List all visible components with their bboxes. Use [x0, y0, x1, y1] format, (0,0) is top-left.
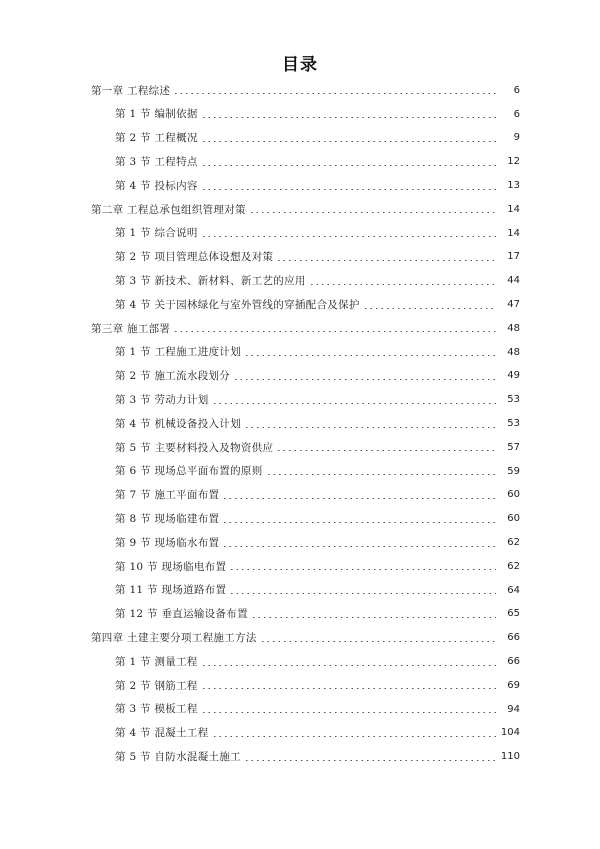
toc-entry-page-number: 9	[513, 132, 520, 144]
toc-section-entry[interactable]	[0, 436, 600, 460]
toc-section-entry[interactable]	[0, 246, 600, 270]
toc-section-entry[interactable]	[0, 507, 600, 531]
toc-entry-page-number: 110	[500, 751, 520, 763]
toc-entry-label: 第三章 施工部署	[91, 322, 171, 335]
toc-entry-label: 第 4 节 机械设备投入计划	[115, 417, 241, 430]
dot-leader	[244, 355, 496, 356]
toc-section-entry[interactable]	[0, 365, 600, 389]
dot-leader	[276, 450, 496, 451]
toc-entry-page-number: 94	[507, 703, 520, 715]
dot-leader	[260, 641, 496, 642]
toc-section-entry[interactable]	[0, 222, 600, 246]
toc-entry-page-number: 6	[513, 108, 520, 120]
toc-section-entry[interactable]	[0, 150, 600, 174]
toc-entry-page-number: 64	[507, 584, 520, 596]
toc-entry-label: 第 11 节 现场道路布置	[115, 584, 227, 597]
toc-entry-page-number: 104	[500, 727, 520, 739]
toc-entry-page-number: 66	[507, 656, 520, 668]
dot-leader	[229, 569, 496, 570]
toc-entry-page-number: 48	[507, 322, 520, 334]
toc-entry-label: 第 1 节 工程施工进度计划	[115, 346, 241, 359]
toc-chapter-entry[interactable]	[0, 198, 600, 222]
dot-leader	[222, 522, 496, 523]
toc-chapter-entry[interactable]	[0, 317, 600, 341]
dot-leader	[201, 688, 496, 689]
toc-section-entry[interactable]	[0, 388, 600, 412]
dot-leader	[173, 93, 496, 94]
toc-section-entry[interactable]	[0, 293, 600, 317]
dot-leader	[201, 117, 496, 118]
toc-section-entry[interactable]	[0, 460, 600, 484]
toc-entry-label: 第四章 土建主要分项工程施工方法	[91, 631, 257, 644]
toc-section-entry[interactable]	[0, 722, 600, 746]
toc-entry-page-number: 57	[507, 441, 520, 453]
dot-leader	[266, 474, 497, 475]
toc-section-entry[interactable]	[0, 341, 600, 365]
toc-section-entry[interactable]	[0, 127, 600, 151]
toc-entry-page-number: 48	[507, 346, 520, 358]
toc-section-entry[interactable]	[0, 531, 600, 555]
toc-chapter-entry[interactable]	[0, 626, 600, 650]
toc-entry-page-number: 65	[507, 608, 520, 620]
toc-section-entry[interactable]	[0, 579, 600, 603]
toc-section-entry[interactable]	[0, 698, 600, 722]
toc-title: 目录	[282, 55, 318, 75]
dot-leader	[244, 760, 496, 761]
toc-entry-page-number: 59	[507, 465, 520, 477]
toc-entry-label: 第 12 节 垂直运输设备布置	[115, 608, 248, 621]
toc-entry-page-number: 69	[507, 679, 520, 691]
toc-section-entry[interactable]	[0, 674, 600, 698]
dot-leader	[363, 308, 496, 309]
dot-leader	[201, 712, 496, 713]
toc-entry-label: 第 5 节 自防水混凝土施工	[115, 750, 241, 763]
toc-entry-page-number: 60	[507, 513, 520, 525]
toc-entry-label: 第 1 节 综合说明	[115, 227, 198, 240]
toc-entry-label: 第 6 节 现场总平面布置的原则	[115, 465, 263, 478]
toc-entry-label: 第 7 节 施工平面布置	[115, 489, 220, 502]
toc-entry-page-number: 44	[507, 275, 520, 287]
toc-entry-label: 第 9 节 现场临水布置	[115, 536, 220, 549]
dot-leader	[173, 331, 496, 332]
toc-entry-label: 第 2 节 施工流水段划分	[115, 370, 231, 383]
dot-leader	[222, 498, 496, 499]
dot-leader	[212, 736, 497, 737]
toc-entry-label: 第 2 节 钢筋工程	[115, 679, 198, 692]
toc-entry-label: 第 3 节 新技术、新材料、新工艺的应用	[115, 275, 306, 288]
toc-entry-page-number: 13	[507, 180, 520, 192]
toc-entry-page-number: 62	[507, 560, 520, 572]
toc-entry-page-number: 14	[507, 203, 520, 215]
toc-entry-page-number: 12	[507, 156, 520, 168]
toc-entry-label: 第 4 节 投标内容	[115, 179, 198, 192]
toc-entry-label: 第 3 节 模板工程	[115, 703, 198, 716]
toc-entry-page-number: 53	[507, 418, 520, 430]
toc-section-entry[interactable]	[0, 412, 600, 436]
toc-entry-label: 第二章 工程总承包组织管理对策	[91, 203, 246, 216]
toc-entry-label: 第 1 节 编制依据	[115, 108, 198, 121]
toc-section-entry[interactable]	[0, 650, 600, 674]
toc-section-entry[interactable]	[0, 555, 600, 579]
toc-entry-page-number: 49	[507, 370, 520, 382]
toc-entry-label: 第 3 节 劳动力计划	[115, 394, 209, 406]
dot-leader	[276, 260, 496, 261]
dot-leader	[222, 546, 496, 547]
toc-entry-label: 第 4 节 混凝土工程	[115, 727, 209, 740]
dot-leader	[233, 379, 496, 380]
dot-leader	[229, 593, 496, 594]
toc-entry-page-number: 66	[507, 632, 520, 644]
toc-entry-page-number: 62	[507, 537, 520, 549]
toc-entry-page-number: 60	[507, 489, 520, 501]
toc-section-entry[interactable]	[0, 174, 600, 198]
toc-entry-label: 第 2 节 项目管理总体设想及对策	[115, 251, 274, 264]
toc-entry-page-number: 53	[507, 394, 520, 406]
toc-entry-page-number: 17	[507, 251, 520, 263]
toc-section-entry[interactable]	[0, 103, 600, 127]
toc-section-entry[interactable]	[0, 484, 600, 508]
dot-leader	[201, 141, 496, 142]
dot-leader	[251, 617, 496, 618]
dot-leader	[201, 665, 496, 666]
toc-section-entry[interactable]	[0, 603, 600, 627]
toc-section-entry[interactable]	[0, 745, 600, 769]
toc-entry-label: 第 2 节 工程概况	[115, 132, 198, 145]
dot-leader	[201, 189, 496, 190]
toc-entry-label: 第 1 节 测量工程	[115, 655, 198, 668]
dot-leader	[249, 212, 496, 213]
toc-entry-page-number: 6	[513, 84, 520, 96]
dot-leader	[201, 236, 496, 237]
dot-leader	[201, 165, 496, 166]
toc-entry-label: 第 10 节 现场临电布置	[115, 560, 227, 573]
toc-entry-label: 第 3 节 工程特点	[115, 156, 198, 169]
dot-leader	[212, 403, 497, 404]
toc-entry-page-number: 14	[507, 227, 520, 239]
toc-entry-page-number: 47	[507, 299, 520, 311]
dot-leader	[309, 284, 496, 285]
toc-chapter-entry[interactable]	[0, 79, 600, 103]
toc-list	[0, 79, 600, 769]
toc-entry-label: 第 8 节 现场临建布置	[115, 512, 220, 525]
toc-entry-label: 第 5 节 主要材料投入及物资供应	[115, 441, 274, 454]
toc-entry-label: 第 4 节 关于园林绿化与室外管线的穿插配合及保护	[115, 298, 360, 311]
toc-entry-label: 第一章 工程综述	[91, 84, 171, 97]
dot-leader	[244, 427, 496, 428]
toc-section-entry[interactable]	[0, 269, 600, 293]
